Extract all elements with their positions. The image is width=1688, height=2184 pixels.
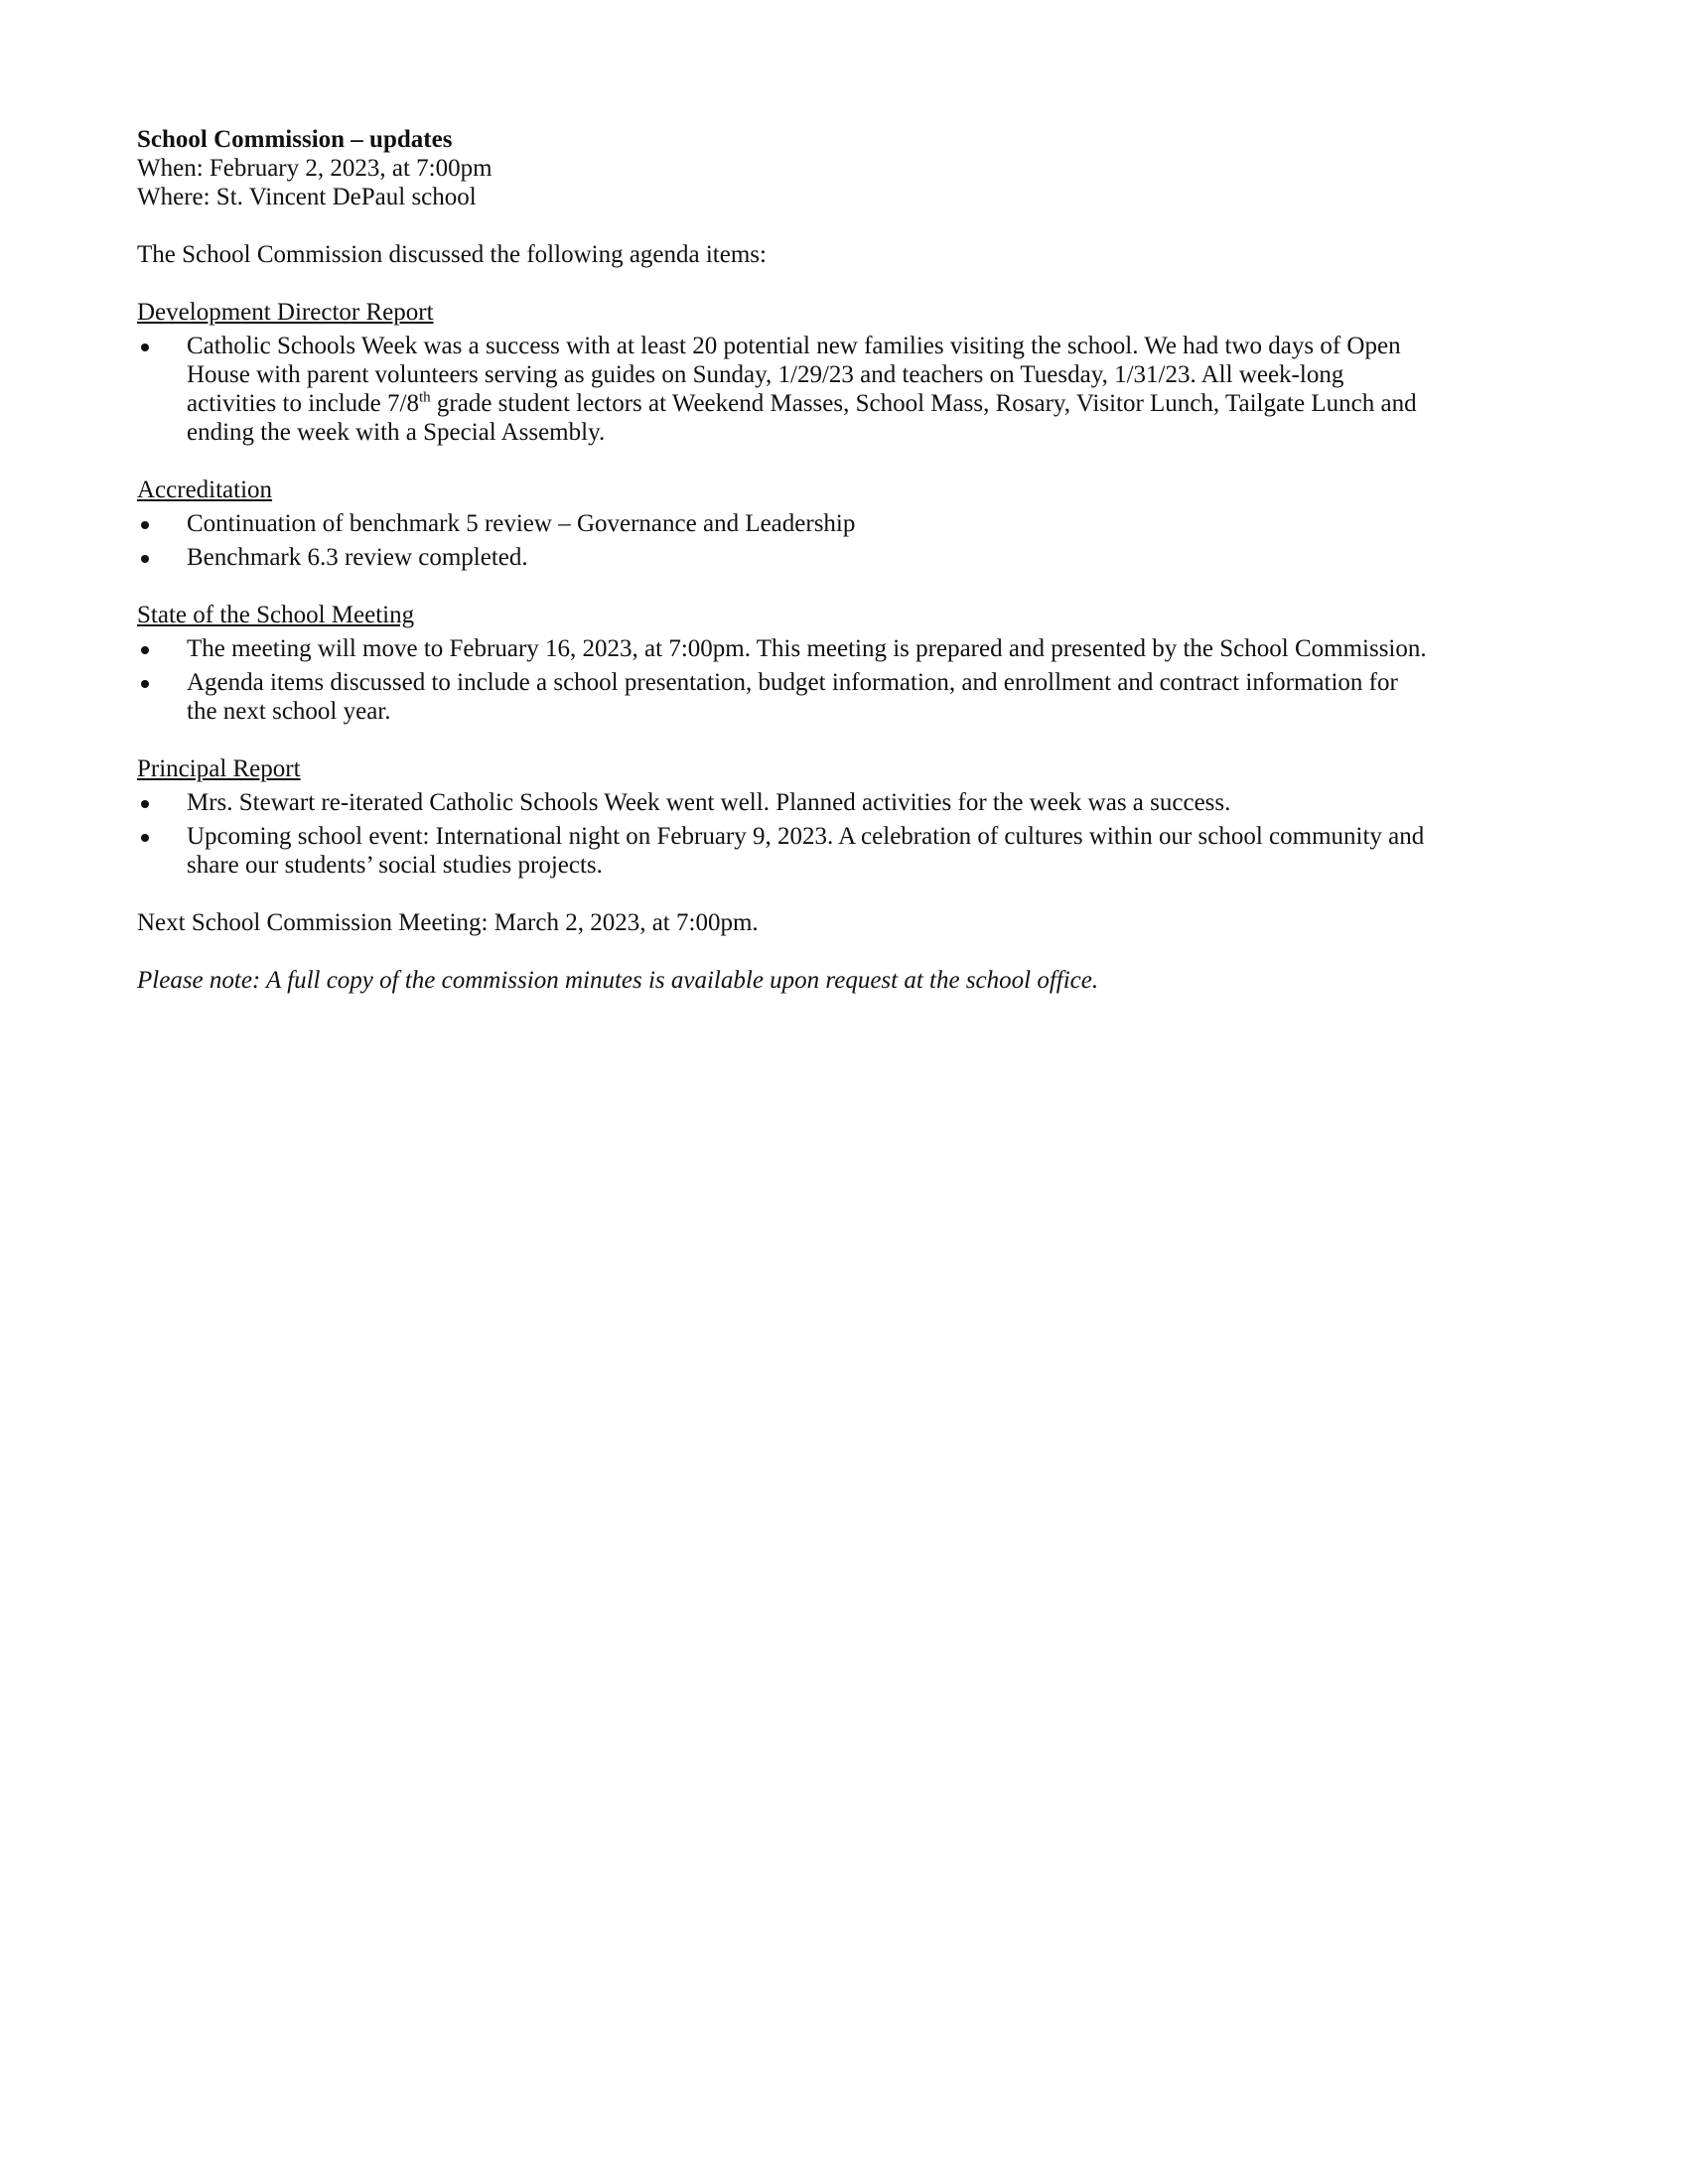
bullet-list — [137, 788, 1428, 880]
list-item-text: Catholic Schools Week was a success with at least 20 potential new families visiting the school. We had two days of Open House with parent volunteers serving as guides on Sunday, 1/29/23 and teachers on Tuesday, 1/31/23. All week-long activities to include 7/8th grade student lectors at Weekend Masses, School Mass, Rosary, Visitor Lunch, Tailgate Lunch and ending the week with a Special Assembly. — [187, 333, 1417, 446]
list-item-text: Benchmark 6.3 review completed. — [187, 544, 528, 571]
list-item — [137, 668, 1428, 726]
bullet-icon — [141, 834, 149, 842]
list-item-text: Continuation of benchmark 5 review – Governance and Leadership — [187, 510, 856, 537]
section-state-of-the-school-meeting — [137, 601, 1428, 726]
meeting-when: When: February 2, 2023, at 7:00pm — [137, 155, 492, 182]
list-item — [137, 543, 1428, 572]
section-heading: Development Director Report — [137, 299, 434, 326]
list-item — [137, 332, 1428, 447]
list-item — [137, 509, 1428, 538]
bullet-list — [137, 332, 1428, 447]
meeting-where: Where: St. Vincent DePaul school — [137, 184, 477, 210]
section-heading: Principal Report — [137, 755, 301, 782]
section-principal-report — [137, 754, 1428, 880]
list-item-text: Agenda items discussed to include a school presentation, budget information, and enrollment and contract information for the next school year. — [187, 669, 1398, 725]
document-title: School Commission – updates — [137, 126, 453, 153]
superscript: th — [418, 389, 431, 406]
bullet-icon — [141, 555, 149, 563]
list-item — [137, 634, 1428, 663]
bullet-list — [137, 634, 1428, 726]
section-accreditation — [137, 476, 1428, 572]
bullet-icon — [141, 343, 149, 351]
list-item-text: Mrs. Stewart re-iterated Catholic Schools Week went well. Planned activities for the week was a success. — [187, 789, 1231, 816]
next-meeting-text: Next School Commission Meeting: March 2, 2023, at 7:00pm. — [137, 909, 759, 936]
bullet-icon — [141, 680, 149, 688]
document-page — [137, 125, 1428, 1020]
list-item — [137, 788, 1428, 817]
list-item-text: Upcoming school event: International night on February 9, 2023. A celebration of cultures within our school community and share our students’ social studies projects. — [187, 823, 1425, 879]
bullet-list — [137, 509, 1428, 572]
footnote-text: Please note: A full copy of the commission minutes is available upon request at the school office. — [137, 967, 1099, 994]
list-item — [137, 822, 1428, 880]
section-development-director-report — [137, 298, 1428, 447]
bullet-icon — [141, 521, 149, 529]
bullet-icon — [141, 646, 149, 654]
section-heading: Accreditation — [137, 477, 273, 503]
intro-text: The School Commission discussed the following agenda items: — [137, 241, 767, 268]
section-heading: State of the School Meeting — [137, 602, 415, 628]
list-item-text: The meeting will move to February 16, 2023, at 7:00pm. This meeting is prepared and presented by the School Commission. — [187, 635, 1427, 662]
bullet-icon — [141, 800, 149, 808]
